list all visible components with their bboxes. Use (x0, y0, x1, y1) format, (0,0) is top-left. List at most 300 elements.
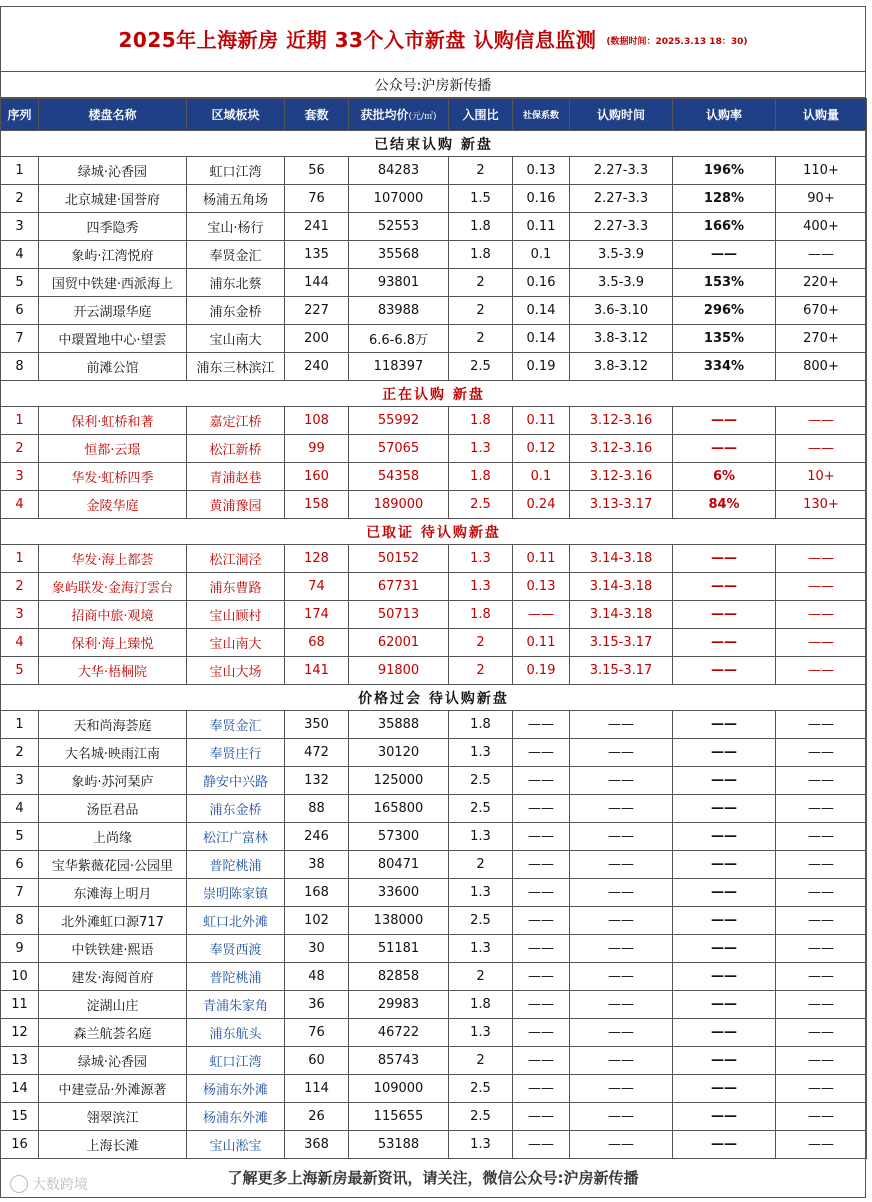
cell-units: 56 (285, 157, 349, 185)
table-row (1, 185, 867, 213)
cell-units: 141 (285, 657, 349, 685)
col-header-units: 套数 (285, 99, 349, 131)
cell-units: 48 (285, 963, 349, 991)
cell-period: 3.12-3.16 (570, 463, 673, 491)
cell-units: 144 (285, 269, 349, 297)
cell-area: 青浦朱家角 (187, 991, 285, 1019)
cell-volume: 110+ (776, 157, 867, 185)
cell-price: 93801 (349, 269, 449, 297)
cell-area: 崇明陈家镇 (187, 879, 285, 907)
cell-units: 114 (285, 1075, 349, 1103)
cell-rate: —— (673, 435, 776, 463)
table-row (1, 213, 867, 241)
cell-units: 472 (285, 739, 349, 767)
col-header-price-label: 获批均价 (360, 108, 409, 122)
cell-ratio: 1.3 (449, 935, 513, 963)
cell-ratio: 2 (449, 297, 513, 325)
cell-rate: —— (673, 739, 776, 767)
col-header-idx: 序列 (1, 99, 39, 131)
cell-volume: —— (776, 601, 867, 629)
cell-volume: —— (776, 657, 867, 685)
cell-area: 杨浦东外滩 (187, 1075, 285, 1103)
cell-idx: 3 (1, 463, 39, 491)
cell-rate: —— (673, 711, 776, 739)
cell-ratio: 2.5 (449, 353, 513, 381)
cell-units: 108 (285, 407, 349, 435)
cell-volume: 220+ (776, 269, 867, 297)
cell-price: 115655 (349, 1103, 449, 1131)
cell-coef: —— (513, 907, 570, 935)
cell-coef: 0.11 (513, 545, 570, 573)
cell-period: —— (570, 991, 673, 1019)
cell-name: 东滩海上明月 (39, 879, 187, 907)
table-row (1, 601, 867, 629)
table-row (1, 1019, 867, 1047)
cell-units: 174 (285, 601, 349, 629)
cell-price: 51181 (349, 935, 449, 963)
watermark (10, 1174, 88, 1194)
cell-volume: —— (776, 1075, 867, 1103)
cell-price: 85743 (349, 1047, 449, 1075)
cell-coef: —— (513, 963, 570, 991)
cell-coef: —— (513, 1047, 570, 1075)
cell-coef: —— (513, 823, 570, 851)
cell-period: —— (570, 795, 673, 823)
cell-rate: —— (673, 991, 776, 1019)
cell-area: 浦东金桥 (187, 297, 285, 325)
cell-volume: —— (776, 907, 867, 935)
cell-period: 3.5-3.9 (570, 241, 673, 269)
cell-idx: 10 (1, 963, 39, 991)
cell-volume: —— (776, 795, 867, 823)
cell-units: 102 (285, 907, 349, 935)
cell-price: 107000 (349, 185, 449, 213)
cell-period: 3.15-3.17 (570, 629, 673, 657)
cell-ratio: 2 (449, 629, 513, 657)
cell-idx: 6 (1, 297, 39, 325)
col-header-area: 区域板块 (187, 99, 285, 131)
cell-coef: —— (513, 1075, 570, 1103)
cell-period: 3.12-3.16 (570, 407, 673, 435)
cell-units: 128 (285, 545, 349, 573)
table-row (1, 463, 867, 491)
cell-coef: 0.19 (513, 353, 570, 381)
table-row (1, 545, 867, 573)
cell-ratio: 1.8 (449, 991, 513, 1019)
cell-area: 宝山淞宝 (187, 1131, 285, 1159)
cell-units: 99 (285, 435, 349, 463)
cell-idx: 12 (1, 1019, 39, 1047)
cell-coef: —— (513, 879, 570, 907)
cell-units: 200 (285, 325, 349, 353)
cell-ratio: 1.8 (449, 463, 513, 491)
section-row-ongoing (1, 381, 867, 407)
cell-coef: —— (513, 601, 570, 629)
cell-price: 118397 (349, 353, 449, 381)
cell-ratio: 2 (449, 851, 513, 879)
col-header-price-unit: (元/㎡) (408, 112, 437, 122)
cell-price: 67731 (349, 573, 449, 601)
cell-idx: 4 (1, 795, 39, 823)
cell-period: 2.27-3.3 (570, 157, 673, 185)
cell-idx: 3 (1, 767, 39, 795)
cell-name: 北京城建·国誉府 (39, 185, 187, 213)
cell-idx: 7 (1, 879, 39, 907)
cell-idx: 3 (1, 213, 39, 241)
table-row (1, 767, 867, 795)
cell-volume: 90+ (776, 185, 867, 213)
cell-idx: 2 (1, 185, 39, 213)
table-row (1, 157, 867, 185)
cell-rate: —— (673, 823, 776, 851)
cell-rate: —— (673, 963, 776, 991)
cell-idx: 1 (1, 407, 39, 435)
cell-name: 象屿联发·金海汀雲台 (39, 573, 187, 601)
section-title: 已取证 待认购新盘 (1, 519, 867, 545)
cell-volume: 670+ (776, 297, 867, 325)
cell-area: 虹口江湾 (187, 1047, 285, 1075)
cell-volume: 800+ (776, 353, 867, 381)
cell-rate: —— (673, 573, 776, 601)
cell-ratio: 1.3 (449, 879, 513, 907)
section-row-certified (1, 519, 867, 545)
cell-volume: —— (776, 241, 867, 269)
cell-price: 35568 (349, 241, 449, 269)
cell-name: 国贸中铁建·西派海上 (39, 269, 187, 297)
table-row (1, 739, 867, 767)
cell-ratio: 1.3 (449, 545, 513, 573)
cell-coef: —— (513, 1131, 570, 1159)
cell-period: —— (570, 935, 673, 963)
cell-period: 3.14-3.18 (570, 601, 673, 629)
cell-coef: —— (513, 991, 570, 1019)
cell-rate: —— (673, 657, 776, 685)
cell-idx: 14 (1, 1075, 39, 1103)
cell-volume: —— (776, 767, 867, 795)
table-row (1, 325, 867, 353)
cell-ratio: 2.5 (449, 1075, 513, 1103)
cell-volume: 400+ (776, 213, 867, 241)
cell-ratio: 2 (449, 325, 513, 353)
cell-ratio: 2 (449, 657, 513, 685)
table-row (1, 657, 867, 685)
cell-rate: —— (673, 1047, 776, 1075)
cell-period: —— (570, 711, 673, 739)
cell-volume: —— (776, 823, 867, 851)
watermark-logo-icon (10, 1175, 28, 1193)
cell-name: 汤臣君品 (39, 795, 187, 823)
cell-area: 宝山南大 (187, 629, 285, 657)
cell-name: 宝华紫薇花园·公园里 (39, 851, 187, 879)
cell-period: —— (570, 1019, 673, 1047)
cell-coef: 0.11 (513, 629, 570, 657)
cell-area: 宝山顾村 (187, 601, 285, 629)
cell-name: 保利·海上臻悦 (39, 629, 187, 657)
cell-area: 奉贤西渡 (187, 935, 285, 963)
cell-period: —— (570, 1047, 673, 1075)
cell-rate: —— (673, 851, 776, 879)
cell-name: 华发·虹桥四季 (39, 463, 187, 491)
cell-period: 3.14-3.18 (570, 545, 673, 573)
cell-idx: 8 (1, 353, 39, 381)
cell-volume: —— (776, 711, 867, 739)
cell-idx: 2 (1, 435, 39, 463)
cell-volume: —— (776, 1047, 867, 1075)
section-title: 正在认购 新盘 (1, 381, 867, 407)
cell-ratio: 2.5 (449, 795, 513, 823)
cell-coef: —— (513, 935, 570, 963)
cell-ratio: 1.8 (449, 601, 513, 629)
cell-price: 52553 (349, 213, 449, 241)
cell-volume: —— (776, 1019, 867, 1047)
cell-period: —— (570, 739, 673, 767)
cell-ratio: 1.5 (449, 185, 513, 213)
cell-price: 57300 (349, 823, 449, 851)
cell-period: —— (570, 1075, 673, 1103)
cell-area: 奉贤金汇 (187, 711, 285, 739)
cell-units: 26 (285, 1103, 349, 1131)
table-row (1, 1103, 867, 1131)
cell-ratio: 2 (449, 157, 513, 185)
table-row (1, 823, 867, 851)
col-header-coef: 社保系数 (513, 99, 570, 131)
cell-price: 33600 (349, 879, 449, 907)
cell-idx: 4 (1, 241, 39, 269)
cell-units: 38 (285, 851, 349, 879)
cell-name: 天和尚海荟庭 (39, 711, 187, 739)
cell-rate: —— (673, 545, 776, 573)
cell-period: 3.6-3.10 (570, 297, 673, 325)
cell-ratio: 1.8 (449, 241, 513, 269)
cell-area: 嘉定江桥 (187, 407, 285, 435)
cell-units: 350 (285, 711, 349, 739)
cell-price: 35888 (349, 711, 449, 739)
cell-units: 88 (285, 795, 349, 823)
data-timestamp: (数据时间：2025.3.13 18：30) (606, 37, 748, 47)
cell-rate: 84% (673, 491, 776, 519)
cell-area: 浦东三林滨江 (187, 353, 285, 381)
cell-volume: —— (776, 1103, 867, 1131)
cell-price: 189000 (349, 491, 449, 519)
cell-coef: —— (513, 795, 570, 823)
cell-rate: —— (673, 1131, 776, 1159)
cell-period: 3.8-3.12 (570, 325, 673, 353)
cell-units: 76 (285, 185, 349, 213)
cell-volume: —— (776, 739, 867, 767)
cell-units: 240 (285, 353, 349, 381)
cell-volume: —— (776, 963, 867, 991)
table-row (1, 1131, 867, 1159)
cell-area: 普陀桃浦 (187, 851, 285, 879)
section-row-ended (1, 131, 867, 157)
cell-ratio: 2 (449, 269, 513, 297)
cell-idx: 5 (1, 269, 39, 297)
cell-units: 60 (285, 1047, 349, 1075)
cell-volume: —— (776, 851, 867, 879)
cell-coef: —— (513, 739, 570, 767)
cell-idx: 1 (1, 545, 39, 573)
cell-volume: 270+ (776, 325, 867, 353)
cell-coef: —— (513, 851, 570, 879)
header-row (1, 99, 867, 131)
cell-price: 30120 (349, 739, 449, 767)
table-row (1, 851, 867, 879)
cell-name: 中铁铁建·熙语 (39, 935, 187, 963)
cell-volume: 130+ (776, 491, 867, 519)
table-row (1, 935, 867, 963)
cell-ratio: 1.3 (449, 739, 513, 767)
cell-period: —— (570, 823, 673, 851)
cell-price: 46722 (349, 1019, 449, 1047)
cell-units: 30 (285, 935, 349, 963)
cell-period: 3.14-3.18 (570, 573, 673, 601)
cell-name: 象屿·江湾悦府 (39, 241, 187, 269)
cell-name: 北外滩虹口源717 (39, 907, 187, 935)
cell-coef: 0.13 (513, 157, 570, 185)
cell-volume: —— (776, 407, 867, 435)
table-row (1, 795, 867, 823)
cell-name: 中環置地中心·望雲 (39, 325, 187, 353)
cell-name: 中建壹品·外滩源著 (39, 1075, 187, 1103)
cell-name: 上海长滩 (39, 1131, 187, 1159)
cell-name: 象屿·苏河琹庐 (39, 767, 187, 795)
cell-name: 翎翠滨江 (39, 1103, 187, 1131)
cell-rate: —— (673, 1103, 776, 1131)
cell-name: 四季隐秀 (39, 213, 187, 241)
cell-area: 浦东金桥 (187, 795, 285, 823)
cell-rate: 153% (673, 269, 776, 297)
cell-ratio: 2.5 (449, 491, 513, 519)
cell-price: 80471 (349, 851, 449, 879)
section-row-priced (1, 685, 867, 711)
cell-coef: —— (513, 711, 570, 739)
table-row (1, 297, 867, 325)
table-row (1, 991, 867, 1019)
cell-area: 松江新桥 (187, 435, 285, 463)
cell-price: 53188 (349, 1131, 449, 1159)
cell-coef: 0.24 (513, 491, 570, 519)
cell-units: 168 (285, 879, 349, 907)
cell-period: —— (570, 851, 673, 879)
cell-name: 淀湖山庄 (39, 991, 187, 1019)
col-header-rate: 认购率 (673, 99, 776, 131)
cell-period: 3.12-3.16 (570, 435, 673, 463)
table-row (1, 629, 867, 657)
cell-idx: 15 (1, 1103, 39, 1131)
cell-volume: —— (776, 991, 867, 1019)
cell-area: 黄浦豫园 (187, 491, 285, 519)
cell-rate: 296% (673, 297, 776, 325)
col-header-name: 楼盘名称 (39, 99, 187, 131)
listings-table (0, 98, 867, 1159)
cell-rate: 6% (673, 463, 776, 491)
cell-name: 上尚缘 (39, 823, 187, 851)
cell-name: 金陵华庭 (39, 491, 187, 519)
cell-idx: 5 (1, 657, 39, 685)
cell-ratio: 1.3 (449, 1019, 513, 1047)
cell-price: 50713 (349, 601, 449, 629)
cell-rate: —— (673, 1075, 776, 1103)
cell-coef: 0.13 (513, 573, 570, 601)
cell-volume: —— (776, 1131, 867, 1159)
cell-rate: —— (673, 407, 776, 435)
col-header-price (349, 99, 449, 131)
cell-price: 82858 (349, 963, 449, 991)
cell-price: 54358 (349, 463, 449, 491)
cell-volume: —— (776, 629, 867, 657)
cell-area: 青浦赵巷 (187, 463, 285, 491)
title-bar (0, 6, 866, 72)
table-row (1, 491, 867, 519)
cell-name: 绿城·沁香园 (39, 1047, 187, 1075)
cell-rate: 128% (673, 185, 776, 213)
cell-units: 368 (285, 1131, 349, 1159)
cell-coef: 0.19 (513, 657, 570, 685)
cell-units: 76 (285, 1019, 349, 1047)
cell-idx: 6 (1, 851, 39, 879)
col-header-volume: 认购量 (776, 99, 867, 131)
cell-area: 杨浦五角场 (187, 185, 285, 213)
cell-idx: 3 (1, 601, 39, 629)
cell-area: 浦东北蔡 (187, 269, 285, 297)
cell-price: 57065 (349, 435, 449, 463)
cell-rate: —— (673, 1019, 776, 1047)
cell-idx: 4 (1, 491, 39, 519)
cell-rate: —— (673, 879, 776, 907)
cell-coef: 0.14 (513, 297, 570, 325)
cell-price: 29983 (349, 991, 449, 1019)
cell-price: 91800 (349, 657, 449, 685)
cell-units: 36 (285, 991, 349, 1019)
cell-coef: 0.14 (513, 325, 570, 353)
cell-rate: —— (673, 241, 776, 269)
cell-units: 158 (285, 491, 349, 519)
cell-coef: 0.11 (513, 407, 570, 435)
cell-coef: —— (513, 1103, 570, 1131)
section-title: 已结束认购 新盘 (1, 131, 867, 157)
cell-area: 奉贤庄行 (187, 739, 285, 767)
cell-idx: 11 (1, 991, 39, 1019)
cell-coef: 0.11 (513, 213, 570, 241)
cell-units: 74 (285, 573, 349, 601)
cell-name: 建发·海阅首府 (39, 963, 187, 991)
col-header-ratio: 入围比 (449, 99, 513, 131)
cell-units: 241 (285, 213, 349, 241)
cell-coef: —— (513, 767, 570, 795)
cell-name: 大华·梧桐院 (39, 657, 187, 685)
cell-ratio: 1.3 (449, 435, 513, 463)
table-row (1, 1047, 867, 1075)
cell-price: 125000 (349, 767, 449, 795)
cell-idx: 16 (1, 1131, 39, 1159)
cell-period: 3.13-3.17 (570, 491, 673, 519)
cell-volume: —— (776, 879, 867, 907)
cell-idx: 1 (1, 711, 39, 739)
cell-name: 前滩公馆 (39, 353, 187, 381)
cell-area: 宝山·杨行 (187, 213, 285, 241)
cell-units: 68 (285, 629, 349, 657)
cell-name: 招商中旅·观境 (39, 601, 187, 629)
cell-coef: 0.16 (513, 269, 570, 297)
cell-period: 2.27-3.3 (570, 213, 673, 241)
cell-price: 84283 (349, 157, 449, 185)
cell-rate: —— (673, 907, 776, 935)
cell-ratio: 2.5 (449, 907, 513, 935)
cell-rate: —— (673, 935, 776, 963)
cell-units: 227 (285, 297, 349, 325)
cell-period: —— (570, 767, 673, 795)
cell-name: 绿城·沁香园 (39, 157, 187, 185)
